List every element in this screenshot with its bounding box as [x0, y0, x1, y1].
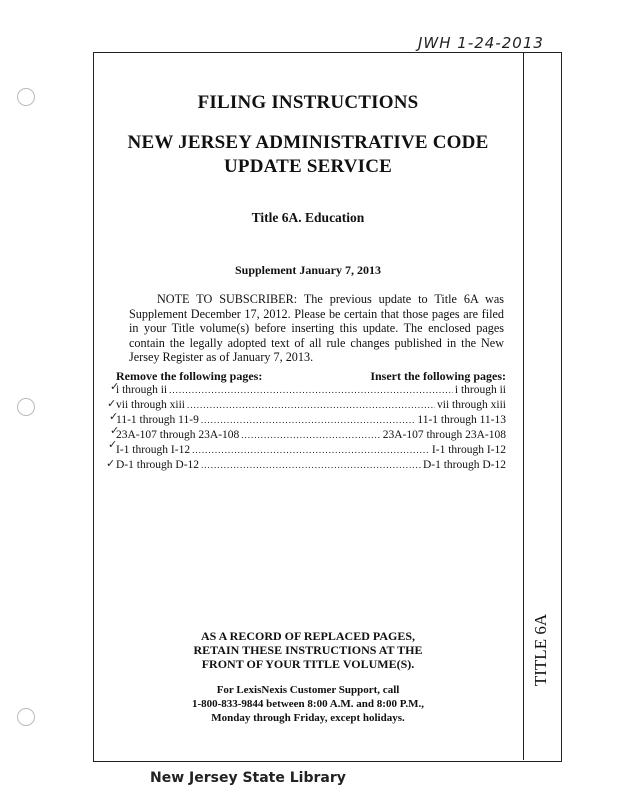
remove-range: I-1 through I-12 [116, 444, 191, 456]
leader-dots [201, 460, 421, 470]
support-line1: For LexisNexis Customer Support, call [216, 684, 400, 696]
insert-range: vii through xiii [437, 399, 506, 411]
title-name: Title 6A. Education [251, 210, 365, 225]
note-to-subscriber: NOTE TO SUBSCRIBER: The previous update to Title 6A was Supplement December 17, 2012. Please be certain that those pages are filed in your Title volume(s) before inserting this update. The enclosed pages contain the legally adopted text of all rule changes published in the New Jersey Register as of January 7, 2013. [129, 292, 504, 364]
side-tab [526, 600, 556, 700]
checkmark-icon: ✓ [107, 397, 117, 410]
leader-dots [241, 430, 380, 440]
table-row [116, 444, 506, 456]
table-row [116, 414, 506, 426]
code-title-line2: UPDATE SERVICE [223, 156, 393, 177]
binder-hole-bottom [17, 708, 35, 726]
checkmark-icon: ✓ [110, 424, 120, 437]
binder-hole-middle [17, 398, 35, 416]
table-row [116, 459, 506, 471]
table-header [116, 369, 506, 384]
leader-dots [169, 385, 453, 395]
table-row [116, 399, 506, 411]
code-title-line1: NEW JERSEY ADMINISTRATIVE CODE [127, 132, 489, 153]
handwritten-note: JWH 1-24-2013 [418, 34, 544, 52]
remove-range: 11-1 through 11-9 [116, 414, 199, 426]
binder-hole-top [17, 88, 35, 106]
leader-dots [187, 400, 435, 410]
remove-range: 23A-107 through 23A-108 [116, 429, 240, 441]
remove-range: vii through xiii [116, 399, 185, 411]
insert-range: 11-1 through 11-13 [417, 414, 506, 426]
checkmark-icon: ✓ [110, 380, 120, 393]
insert-range: i through ii [454, 384, 506, 396]
page-title: FILING INSTRUCTIONS [197, 92, 419, 113]
record-line3: FRONT OF YOUR TITLE VOLUME(S). [201, 657, 415, 671]
checkmark-icon: ✓ [108, 438, 118, 451]
table-row [116, 384, 506, 396]
leader-dots [192, 445, 430, 455]
checkmark-icon: ✓ [109, 410, 119, 423]
record-line2: RETAIN THESE INSTRUCTIONS AT THE [193, 643, 423, 657]
support-line3: Monday through Friday, except holidays. [211, 712, 405, 724]
insert-range: D-1 through D-12 [422, 459, 506, 471]
remove-range: i through ii [116, 384, 168, 396]
leader-dots [201, 415, 416, 425]
side-label: TITLE 6A [531, 613, 550, 687]
library-stamp: New Jersey State Library [150, 770, 346, 786]
insert-range: I-1 through I-12 [431, 444, 506, 456]
support-line2: 1-800-833-9844 between 8:00 A.M. and 8:00 P.M., [191, 698, 425, 710]
side-divider [523, 52, 524, 760]
supplement-date: Supplement January 7, 2013 [234, 263, 382, 277]
remove-range: D-1 through D-12 [116, 459, 200, 471]
insert-range: 23A-107 through 23A-108 [382, 429, 506, 441]
record-line1: AS A RECORD OF REPLACED PAGES, [200, 629, 416, 643]
insert-header: Insert the following pages: [370, 369, 506, 383]
table-row [116, 429, 506, 441]
checkmark-icon: ✓ [106, 457, 116, 470]
remove-header: Remove the following pages: [116, 369, 263, 383]
